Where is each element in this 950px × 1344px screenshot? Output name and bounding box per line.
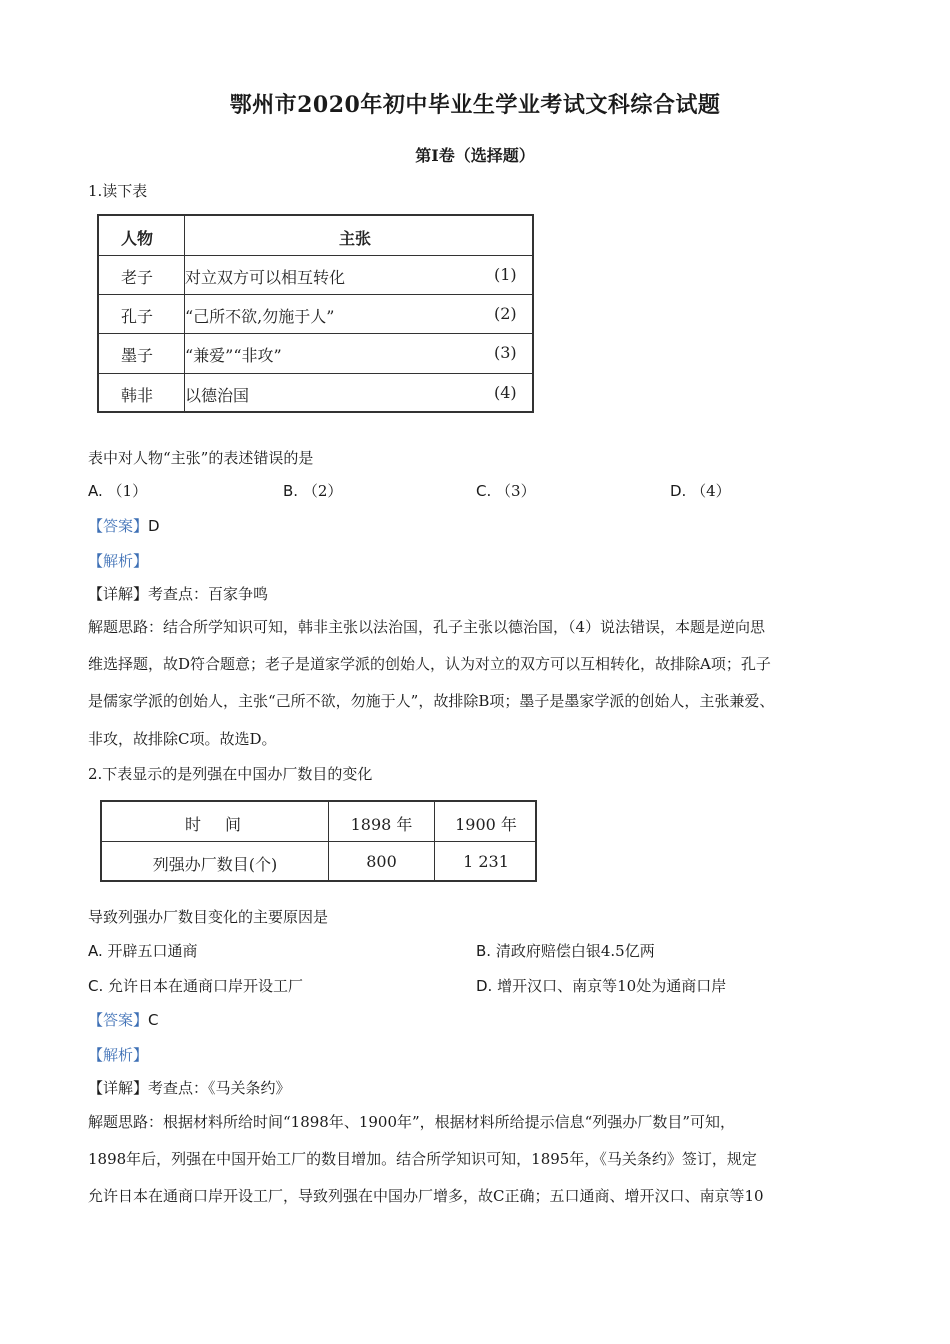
option-text: 增开汉口、南京等10处为通商口岸 (497, 977, 727, 995)
q1-stem: 1.读下表 (88, 182, 148, 200)
option-letter: C. (476, 482, 492, 500)
answer-label: 【答案】 (88, 517, 149, 535)
q1-table-rowline (99, 373, 532, 374)
q1-person: 墨子 (121, 346, 154, 365)
q1-claim: 以德治国 (185, 386, 250, 405)
option-text: （4） (691, 482, 731, 500)
option-letter: A. (88, 482, 103, 500)
q1-header-claim: 主张 (339, 229, 372, 248)
q1-person: 孔子 (121, 307, 154, 326)
q1-table (97, 214, 534, 413)
option-letter: B. (283, 482, 299, 500)
q1-option-b[interactable] (283, 480, 342, 501)
q2-table (100, 800, 537, 882)
answer-value: D (148, 517, 160, 535)
q2-header-time: 时 间 (184, 815, 245, 834)
q1-header-person: 人物 (121, 229, 154, 248)
q1-question: 表中对人物“主张”的表述错误的是 (88, 449, 314, 467)
q1-table-rowline (99, 294, 532, 295)
q2-year: 1898 年 (350, 815, 413, 834)
detail-text: 考查点：百家争鸣 (148, 585, 269, 603)
q2-detail (88, 1077, 291, 1098)
q1-table-rowline (99, 333, 532, 334)
q1-answer (88, 515, 160, 536)
q1-person: 老子 (121, 268, 154, 287)
q1-explanation-line: 维选择题，故D符合题意；老子是道家学派的创始人，认为对立的双方可以互相转化，故排除A项；孔子 (88, 655, 771, 673)
q2-value: 800 (366, 852, 397, 871)
q1-option-a[interactable] (88, 480, 147, 501)
option-letter: C. (88, 977, 104, 995)
detail-label: 【详解】 (88, 585, 149, 603)
option-letter: B. (476, 942, 492, 960)
option-letter: D. (476, 977, 493, 995)
q1-claim-num: (3) (494, 343, 517, 362)
q2-table-rowline (102, 841, 535, 842)
q2-option-c[interactable] (88, 975, 303, 996)
q2-analysis-label: 【解析】 (88, 1046, 149, 1064)
answer-value: C (148, 1011, 159, 1029)
option-text: 开辟五口通商 (107, 942, 198, 960)
detail-text: 考查点：《马关条约》 (148, 1079, 291, 1097)
section-title: 第Ⅰ卷（选择题） (415, 146, 535, 165)
option-letter: D. (670, 482, 687, 500)
q2-option-a[interactable] (88, 940, 198, 961)
q1-option-d[interactable] (670, 480, 731, 501)
q1-claim-num: (2) (494, 304, 517, 323)
q1-option-c[interactable] (476, 480, 536, 501)
q2-answer (88, 1009, 159, 1030)
q2-explanation-line: 解题思路：根据材料所给时间“1898年、1900年”，根据材料所给提示信息“列强办厂数目”可知， (88, 1113, 736, 1131)
option-text: （1） (107, 482, 148, 500)
q2-option-d[interactable] (476, 975, 726, 996)
q1-claim: “兼爱”“非攻” (185, 346, 282, 365)
q1-table-rowline (99, 255, 532, 256)
q1-explanation-line: 非攻，故排除C项。故选D。 (88, 730, 277, 748)
q1-explanation-line: 是儒家学派的创始人，主张“己所不欲，勿施于人”，故排除B项；墨子是墨家学派的创始人，主张兼爱、 (88, 692, 775, 710)
q2-explanation-line: 1898年后，列强在中国开始工厂的数目增加。结合所学知识可知，1895年，《马关条约》签订，规定 (88, 1150, 757, 1168)
detail-label: 【详解】 (88, 1079, 149, 1097)
q1-explanation-line: 解题思路：结合所学知识可知，韩非主张以法治国，孔子主张以德治国，（4）说法错误，本题是逆向思 (88, 618, 766, 636)
option-text: 清政府赔偿白银4.5亿两 (495, 942, 655, 960)
q2-header-count: 列强办厂数目(个) (152, 855, 278, 874)
q1-analysis-label: 【解析】 (88, 552, 149, 570)
q1-person: 韩非 (121, 386, 154, 405)
option-letter: A. (88, 942, 103, 960)
q1-claim-num: (1) (494, 265, 517, 284)
q2-year: 1900 年 (455, 815, 517, 834)
q1-claim: 对立双方可以相互转化 (185, 268, 346, 287)
answer-label: 【答案】 (88, 1011, 149, 1029)
option-text: （2） (302, 482, 343, 500)
q2-stem: 2.下表显示的是列强在中国办厂数目的变化 (88, 765, 373, 783)
option-text: 允许日本在通商口岸开设工厂 (108, 977, 304, 995)
q1-claim: “己所不欲,勿施于人” (185, 307, 335, 326)
q1-claim-num: (4) (494, 383, 517, 402)
q1-detail (88, 583, 268, 604)
q2-question: 导致列强办厂数目变化的主要原因是 (88, 908, 329, 926)
page-title: 鄂州市2020年初中毕业生学业考试文科综合试题 (229, 92, 721, 118)
q2-value: 1 231 (463, 852, 509, 871)
q2-option-b[interactable] (476, 940, 655, 961)
option-text: （3） (496, 482, 536, 500)
q2-explanation-line: 允许日本在通商口岸开设工厂，导致列强在中国办厂增多，故C正确；五口通商、增开汉口、南京等10 (88, 1187, 764, 1205)
